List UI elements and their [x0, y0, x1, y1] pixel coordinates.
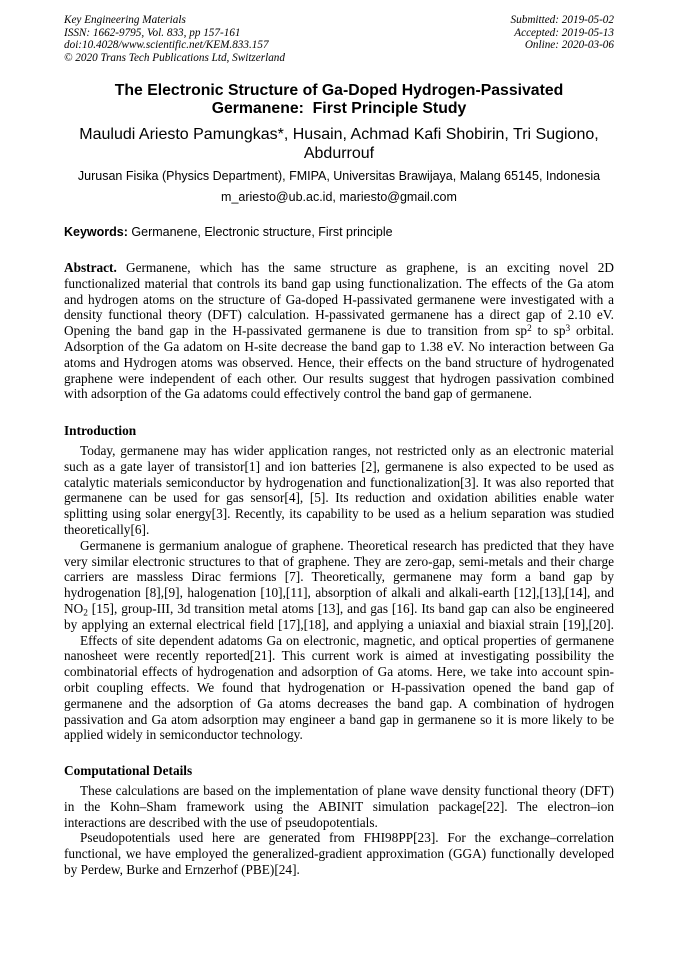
paragraph-line: orbit coupling effects. We found that hydrogenation or H-passivation opened the band gap of — [64, 679, 614, 695]
paragraph-line-text: [15], group-III, 3d transition metal atoms [13], and gas [16]. Its band gap can also be engineered — [87, 600, 614, 616]
abstract-line-text: Opening the band gap in the H-passivated germanene is due to transition from sp — [64, 323, 528, 339]
paragraph-line: germanene can be used for gas sensor[4], [5]. Its reduction and oxidation abilities enable water — [64, 490, 614, 506]
authors-line: Abdurrouf — [303, 144, 375, 162]
affiliation — [64, 168, 614, 184]
issn-info: ISSN: 1662-9795, Vol. 833, pp 157-161 — [64, 26, 241, 39]
abstract-line — [64, 260, 614, 276]
online-date: Online: 2020-03-06 — [524, 39, 614, 51]
paragraph-line: Pseudopotentials used here are generated from FHI98PP[23]. For the exchange–correlation — [80, 830, 614, 846]
keywords-label: Keywords: — [64, 225, 128, 239]
section-heading-computational-details: Computational Details — [64, 763, 193, 778]
journal-name: Key Engineering Materials — [64, 14, 186, 26]
author-list — [64, 126, 614, 163]
paragraph-line: carriers are massless Dirac fermions [7]. Theoretically, germanene may form a band gap by — [64, 569, 614, 585]
paragraph-line: functional, we have employed the generalized-gradient approximation (GGA) functionally developed — [64, 846, 614, 862]
doi: doi:10.4028/www.scientific.net/KEM.833.157 — [64, 39, 269, 51]
abstract-line-text: to sp — [531, 323, 566, 339]
abstract-line: functionalized material that controls its band gap using functionalization. The effects of the Ga atom — [64, 275, 614, 291]
email — [64, 189, 614, 205]
submitted-date: Submitted: 2019-05-02 — [510, 14, 614, 26]
abstract-line-text: orbital. — [570, 323, 615, 339]
paragraph-line — [64, 601, 614, 617]
abstract-line-text: Germanene, which has the same structure as graphene, is an exciting novel 2D — [125, 260, 614, 275]
paragraph-line: theoretically[6]. — [64, 521, 150, 537]
paragraph-line: very similar electronic structures to that of graphene. They are zero-gap, semi-metals and their charge — [64, 553, 614, 569]
paragraph-line: interactions are described with the use of pseudopotentials. — [64, 814, 378, 830]
abstract-line: atoms and Hydrogen atoms was observed. Hence, their effects on the band structure of hydrogenated — [64, 354, 614, 370]
subscript: 2 — [83, 608, 88, 619]
title-line: The Electronic Structure of Ga-Doped Hydrogen-Passivated — [114, 82, 564, 99]
paragraph-line: such as a gate layer of transistor[1] and ion batteries [2], germanene is also expected to be used as — [64, 458, 614, 474]
paragraph-line: in the Kohn–Sham framework using the ABINIT simulation package[22]. The electron–ion — [64, 798, 614, 814]
paragraph-line: applied widely in semiconductor technology. — [64, 727, 303, 743]
paragraph-line: by Perdew, Burke and Ernzerhof (PBE)[24]. — [64, 861, 300, 877]
abstract-line: with adsorption of the Ga adatoms could effectively control the band gap of germanene. — [64, 386, 532, 402]
paragraph-line: catalytic materials semiconductor by hydrogenation and functionalization[3]. It was also reported that — [64, 474, 614, 490]
title-line: Germanene: First Principle Study — [211, 99, 467, 117]
copyright: © 2020 Trans Tech Publications Ltd, Switzerland — [64, 51, 285, 64]
paper-title — [64, 82, 614, 117]
authors-line: Mauludi Ariesto Pamungkas*, Husain, Achmad Kafi Shobirin, Tri Sugiono, — [79, 126, 599, 143]
paragraph-line: Effects of site dependent adatoms Ga on electronic, magnetic, and optical properties of germanene — [80, 632, 614, 648]
paragraph-line: Germanene is germanium analogue of graphene. Theoretical research has predicted that they have — [80, 537, 614, 553]
abstract — [64, 260, 614, 402]
accepted-date: Accepted: 2019-05-13 — [514, 26, 614, 39]
abstract-line: density functional theory (DFT) calculation. H-passivated germanene has a direct gap of 2.10 eV. — [64, 307, 614, 323]
paragraph-line: combinatorial effects of hydrogenation and adsorption of Ga atoms. Here, we take into account spin- — [64, 664, 614, 680]
paragraph-line: These calculations are based on the implementation of plane wave density functional theory (DFT) — [80, 783, 614, 798]
email-text: m_ariesto@ub.ac.id, mariesto@gmail.com — [221, 190, 457, 204]
computational-details-body — [64, 783, 614, 878]
paragraph-line: passivation and Ga atom adsorption may engineer a band gap in germanene so it is more likely to be — [64, 711, 614, 727]
journal-info — [64, 14, 285, 64]
abstract-line: graphene were independent of each other. Our results suggest that hydrogen passivation combined — [64, 370, 614, 386]
keywords — [64, 224, 393, 240]
abstract-line: and hydrogen atoms on the structure of Ga-doped H-passivated germanene were investigated with a — [64, 291, 614, 307]
superscript: 2 — [527, 324, 532, 334]
keywords-text: Germanene, Electronic structure, First principle — [131, 225, 393, 239]
abstract-line — [64, 323, 614, 339]
paragraph-line: germanene and the adsorption of Ga atoms decreases the band gap. A combination of hydrogen — [64, 695, 614, 711]
introduction-body — [64, 443, 614, 743]
abstract-line: Adsorption of the Ga adatom on H-site decrease the band gap to 1.38 eV. No interaction between Ga — [64, 338, 614, 354]
paragraph-line: by applying an external electrical field [17],[18], and applying a uniaxial and biaxial strain [19],[20]. — [64, 616, 614, 632]
paragraph-line: Today, germanene may has wider application ranges, not restricted only as an electronic material — [80, 443, 614, 458]
superscript: 3 — [565, 324, 571, 334]
paragraph-line-text: NO — [64, 600, 84, 616]
affiliation-text: Jurusan Fisika (Physics Department), FMIPA, Universitas Brawijaya, Malang 65145, Indonesia — [77, 169, 601, 183]
abstract-label: Abstract. — [64, 260, 117, 275]
paragraph-line: hydrogenation [8],[9], halogenation [10],[11], absorption of alkali and alkali-earth [12],[13],[14], and — [64, 585, 614, 601]
paragraph-line: splitting using solar energy[3]. Recently, its capability to be used as a helium separation was studied — [64, 506, 614, 522]
section-heading-introduction: Introduction — [64, 423, 137, 438]
paragraph-line: nanosheet were recently reported[21]. This current work is aimed at investigating possibility the — [64, 648, 614, 664]
publication-dates — [511, 14, 614, 52]
